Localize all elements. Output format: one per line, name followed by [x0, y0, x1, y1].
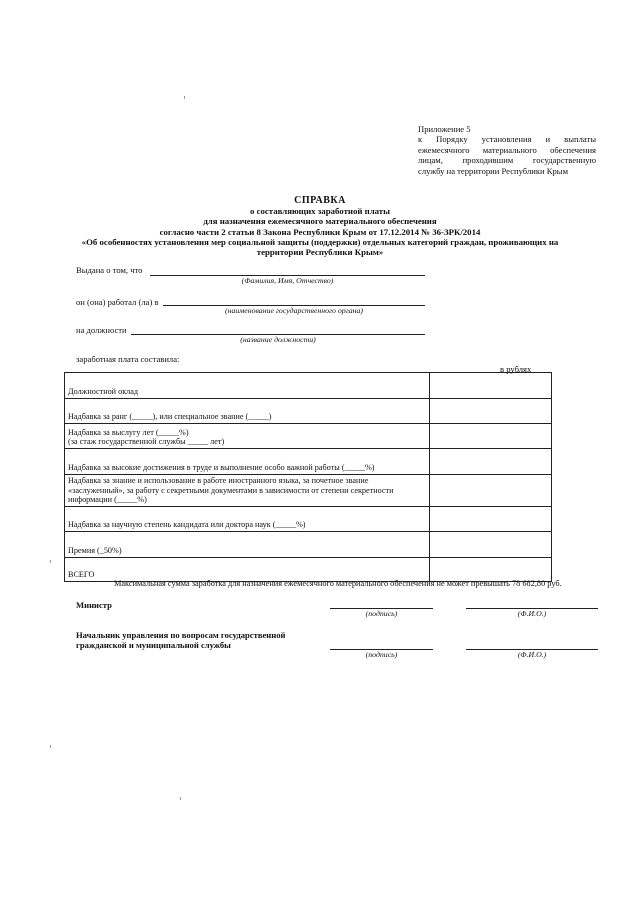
minister-name-hint: (Ф.И.О.): [517, 609, 547, 618]
scan-speck: [184, 96, 185, 99]
appendix-line: Приложение 5: [418, 124, 471, 134]
scan-speck: [180, 797, 181, 800]
worked-hint: (наименование государственного органа): [225, 306, 363, 315]
row-label: Надбавка за знание и использование в работе иностранного языка, за почетное звание «заслуженный», за работу с секретными документами в зависимости от степени секретности информации (_____%): [65, 475, 430, 507]
row-label: Надбавка за высокие достижения в труде и выполнение особо важной работы (_____%): [65, 449, 430, 475]
appendix-line: лицам, проходившим государственную: [418, 155, 596, 166]
head-label-line2: гражданской и муниципальной службы: [76, 640, 231, 650]
issued-hint: (Фамилия, Имя, Отчество): [241, 276, 334, 285]
row-value[interactable]: [430, 475, 552, 507]
row-label: Надбавка за научную степень кандидата или доктора наук (_____%): [65, 507, 430, 532]
currency-label: в рублях: [500, 364, 532, 374]
max-amount-note: Максимальная сумма заработка для назначения ежемесячного материального обеспечения не может превышать 78 682,80 руб.: [114, 579, 562, 588]
issued-label: Выдана о том, что: [76, 265, 143, 275]
table-row: [65, 475, 552, 507]
scan-speck: [50, 745, 51, 748]
position-label: на должности: [76, 325, 127, 335]
worked-label: он (она) работал (ла) в: [76, 297, 159, 307]
row-value[interactable]: [430, 399, 552, 424]
table-row: [65, 399, 552, 424]
table-row: [65, 449, 552, 475]
row-value[interactable]: [430, 373, 552, 399]
salary-label: заработная плата составила:: [76, 354, 180, 364]
salary-table: [64, 372, 552, 582]
title-line: согласно части 2 статьи 8 Закона Республики Крым от 17.12.2014 № 36-ЗРК/2014: [159, 226, 481, 237]
table-row: [65, 532, 552, 558]
row-value[interactable]: [430, 532, 552, 558]
title-line: территории Республики Крым»: [256, 247, 384, 258]
table-row: [65, 424, 552, 449]
appendix-line: к Порядку установления и выплаты: [418, 134, 596, 145]
table-row: [65, 373, 552, 399]
row-value[interactable]: [430, 507, 552, 532]
document-title-block: [60, 196, 580, 257]
row-label: ВСЕГО: [65, 558, 430, 582]
row-label: Премия (_50%): [65, 532, 430, 558]
table-row: [65, 558, 552, 582]
position-hint: (название должности): [240, 335, 316, 344]
minister-label: Министр: [76, 600, 112, 610]
row-value[interactable]: [430, 449, 552, 475]
row-value[interactable]: [430, 558, 552, 582]
appendix-line: ежемесячного материального обеспечения: [418, 144, 596, 155]
document-title: СПРАВКА: [294, 195, 346, 206]
minister-sign-hint: (подпись): [365, 609, 398, 618]
table-row: [65, 507, 552, 532]
head-label-line1: Начальник управления по вопросам государственной: [76, 630, 286, 640]
row-label: Должностной оклад: [65, 373, 430, 399]
scan-speck: [50, 560, 51, 563]
appendix-block: [418, 124, 596, 176]
title-line: для назначения ежемесячного материального обеспечения: [203, 216, 437, 227]
head-name-hint: (Ф.И.О.): [517, 650, 547, 659]
row-label: Надбавка за выслугу лет (_____%) (за стаж государственной службы _____ лет): [65, 424, 430, 449]
title-line: о составляющих заработной платы: [250, 206, 390, 217]
row-label: Надбавка за ранг (_____), или специальное звание (_____): [65, 399, 430, 424]
row-value[interactable]: [430, 424, 552, 449]
title-line: «Об особенностях установления мер социальной защиты (поддержки) отдельных категорий граждан, проживающих на: [81, 236, 559, 247]
head-sign-hint: (подпись): [365, 650, 398, 659]
appendix-line: службу на территории Республики Крым: [418, 165, 569, 176]
